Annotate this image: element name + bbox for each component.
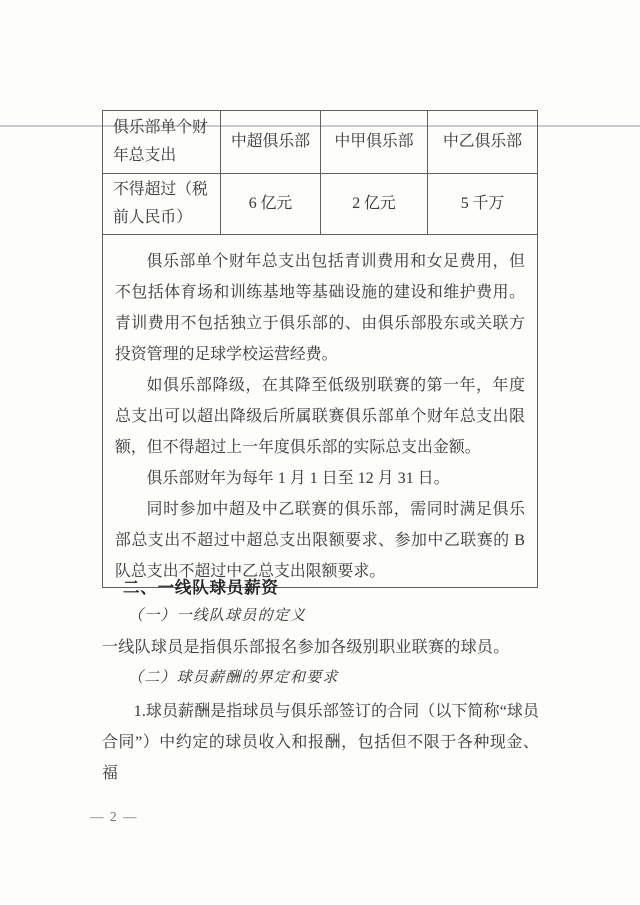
subsection-2-item-1-text: 1.球员薪酬是指球员与俱乐部签订的合同（以下简称“球员合同”）中约定的球员收入和报酬，包括但不限于各种现金、福 bbox=[102, 703, 539, 782]
subsection-2-title-salary-definition: （二）球员薪酬的界定和要求 bbox=[128, 670, 339, 686]
header-cell-category: 俱乐部单个财年总支出 bbox=[103, 111, 221, 174]
section-heading-player-salary: 二、一线队球员薪资 bbox=[123, 579, 279, 597]
note-paragraph-relegation-rule: 如俱乐部降级，在其降至低级别联赛的第一年，年度总支出可以超出降级后所属联赛俱乐部单个财年总支出限额，但不得超过上一年度俱乐部的实际总支出金额。 bbox=[115, 377, 525, 456]
header-cell-league1-club: 中甲俱乐部 bbox=[321, 111, 428, 174]
limit-cell-league2-value: 5 千万 bbox=[428, 174, 538, 235]
table-header-row bbox=[103, 111, 538, 174]
header-cell-league2-club: 中乙俱乐部 bbox=[428, 111, 538, 174]
table-notes-cell bbox=[103, 235, 538, 588]
limit-cell-league1-value: 2 亿元 bbox=[321, 174, 428, 235]
subsection-1-body-text: 一线队球员是指俱乐部报名参加各级别职业联赛的球员。 bbox=[102, 639, 510, 656]
note-paragraph-expense-scope: 俱乐部单个财年总支出包括青训费用和女足费用，但不包括体育场和训练基地等基础设施的建设和维护费用。青训费用不包括独立于俱乐部的、由俱乐部股东或关联方投资管理的足球学校运营经费。 bbox=[115, 253, 525, 363]
note-paragraph-dual-league: 同时参加中超及中乙联赛的俱乐部，需同时满足俱乐部总支出不超过中超总支出限额要求、参加中乙联赛的 B 队总支出不超过中乙总支出限额要求。 bbox=[115, 501, 525, 580]
subsection-1-title-definition: （一）一线队球员的定义 bbox=[128, 608, 307, 624]
limit-cell-label: 不得超过（税前人民币） bbox=[103, 174, 221, 235]
header-cell-csl-club: 中超俱乐部 bbox=[221, 111, 321, 174]
note-paragraph-fiscal-year: 俱乐部财年为每年 1 月 1 日至 12 月 31 日。 bbox=[146, 470, 450, 487]
expenditure-limit-table bbox=[102, 110, 538, 588]
table-notes-row bbox=[103, 235, 538, 588]
page-number: — 2 — bbox=[90, 809, 138, 824]
limit-cell-csl-value: 6 亿元 bbox=[221, 174, 321, 235]
table-limit-row bbox=[103, 174, 538, 235]
